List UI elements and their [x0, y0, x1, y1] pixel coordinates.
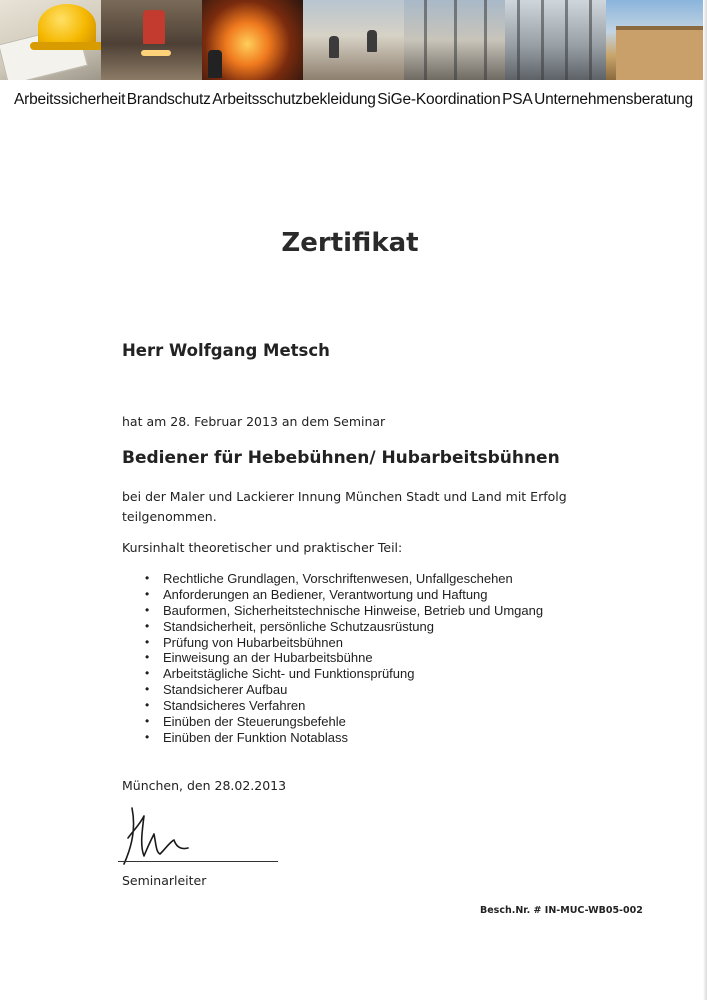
spark-shape	[141, 50, 171, 56]
list-item: • Bauformen, Sicherheitstechnische Hinweise, Betrieb und Umgang	[145, 603, 543, 619]
list-item: • Einüben der Funktion Notablass	[145, 730, 543, 746]
building-shape	[616, 26, 706, 80]
scaffold-pole	[484, 0, 487, 80]
handwritten-signature	[110, 798, 210, 868]
worker-figure-1	[329, 36, 339, 58]
course-content-heading: Kursinhalt theoretischer und praktischer Teil:	[122, 540, 403, 555]
helmet-plans-photo	[0, 0, 101, 80]
list-item: • Rechtliche Grundlagen, Vorschriftenwesen, Unfallgeschehen	[145, 571, 543, 587]
place-and-date: München, den 28.02.2013	[122, 778, 287, 793]
roof-workers-photo	[303, 0, 404, 80]
facade-scaffold-photo	[505, 0, 606, 80]
worker-figure-2	[367, 30, 377, 52]
list-item: • Standsicherheit, persönliche Schutzausrüstung	[145, 619, 543, 635]
scaffold-pole	[565, 0, 568, 80]
course-topic-list	[145, 571, 543, 746]
nav-item-arbeitssicherheit: Arbeitssicherheit	[14, 91, 126, 108]
nav-item-sige-koordination: SiGe-Koordination	[377, 91, 501, 108]
nav-item-psa: PSA	[502, 91, 533, 108]
list-item: • Standsicheres Verfahren	[145, 698, 543, 714]
scaffold-pole	[517, 0, 520, 80]
organization-line-2: teilgenommen.	[122, 509, 217, 524]
scaffold-pole	[424, 0, 427, 80]
certificate-title: Zertifikat	[281, 228, 419, 258]
header-photo-banner	[0, 0, 707, 80]
nav-item-arbeitsschutzbekleidung: Arbeitsschutzbekleidung	[212, 91, 376, 108]
service-nav-bar	[0, 80, 707, 120]
list-item: • Prüfung von Hubarbeitsbühnen	[145, 635, 543, 651]
list-item: • Standsicherer Aufbau	[145, 682, 543, 698]
page-edge-shadow	[703, 0, 707, 1000]
nav-item-brandschutz: Brandschutz	[126, 91, 211, 108]
scaffold-photo	[404, 0, 505, 80]
welding-photo	[101, 0, 202, 80]
signature-label: Seminarleiter	[122, 873, 207, 888]
firefighter-photo	[202, 0, 303, 80]
reference-number: Besch.Nr. # IN-MUC-WB05-002	[480, 905, 643, 916]
scaffold-pole	[589, 0, 592, 80]
scaffold-pole	[541, 0, 544, 80]
building-photo	[606, 0, 707, 80]
organization-text	[122, 487, 602, 527]
list-item: • Anforderungen an Bediener, Verantwortung und Haftung	[145, 587, 543, 603]
signature-line	[118, 861, 278, 862]
nav-item-unternehmensberatung: Unternehmensberatung	[534, 91, 693, 108]
firefighter-figure	[208, 50, 222, 78]
welder-figure	[143, 10, 165, 44]
course-title: Bediener für Hebebühnen/ Hubarbeitsbühnen	[122, 448, 560, 468]
list-item: • Einüben der Steuerungsbefehle	[145, 714, 543, 730]
scaffold-pole	[454, 0, 457, 80]
hard-hat-brim	[30, 42, 101, 50]
seminar-intro-text: hat am 28. Februar 2013 an dem Seminar	[122, 414, 386, 429]
organization-line-1: bei der Maler und Lackierer Innung München Stadt und Land mit Erfolg	[122, 489, 567, 504]
list-item: • Einweisung an der Hubarbeitsbühne	[145, 650, 543, 666]
recipient-name: Herr Wolfgang Metsch	[122, 341, 330, 360]
list-item: • Arbeitstägliche Sicht- und Funktionsprüfung	[145, 666, 543, 682]
